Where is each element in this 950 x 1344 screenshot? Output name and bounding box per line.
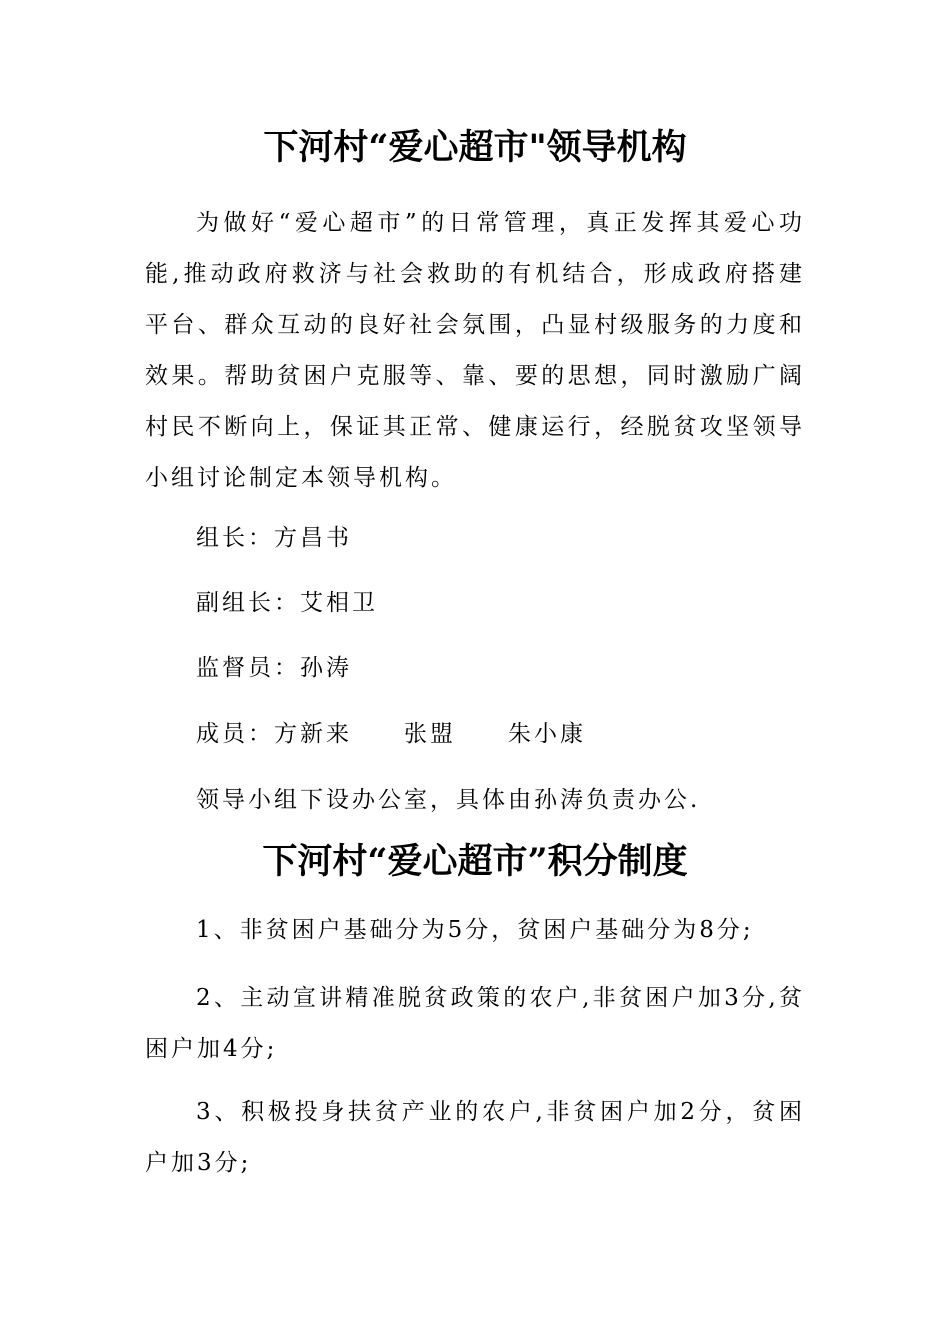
- intro-paragraph: 为做好“爱心超市”的日常管理，真正发挥其爱心功能,推动政府救济与社会救助的有机结合，形成政府搭建平台、群众互动的良好社会氛围，凸显村级服务的力度和效果。帮助贫困户克服等、靠、要的思想，同时激励广阔村民不断向上，保证其正常、健康运行，经脱贫攻坚领导小组讨论制定本领导机构。: [145, 210, 805, 491]
- rule-item: 3、积极投身扶贫产业的农户,非贫困户加2分，贫困户加3分;: [145, 1099, 805, 1176]
- supervisor-line: 监督员：孙涛: [196, 655, 352, 681]
- rule-item: 2、主动宣讲精准脱贫政策的农户,非贫困户加3分,贫困户加4分;: [145, 985, 805, 1062]
- member-name: 朱小康: [508, 721, 586, 747]
- office-note: 领导小组下设办公室，具体由孙涛负责办公.: [196, 787, 701, 813]
- points-system-title: 下河村“爱心超市”积分制度: [262, 841, 688, 882]
- member-name: 方新来: [274, 721, 352, 747]
- leadership-title: 下河村“爱心超市"领导机构: [263, 127, 687, 168]
- members-label: 成员：: [196, 721, 274, 747]
- leader-line: 组长：方昌书: [196, 525, 352, 551]
- members-line: [196, 714, 586, 754]
- member-name: 张盟: [404, 721, 456, 747]
- deputy-leader-line: 副组长：艾相卫: [196, 590, 378, 616]
- rule-item: 1、非贫困户基础分为5分，贫困户基础分为8分;: [196, 917, 754, 943]
